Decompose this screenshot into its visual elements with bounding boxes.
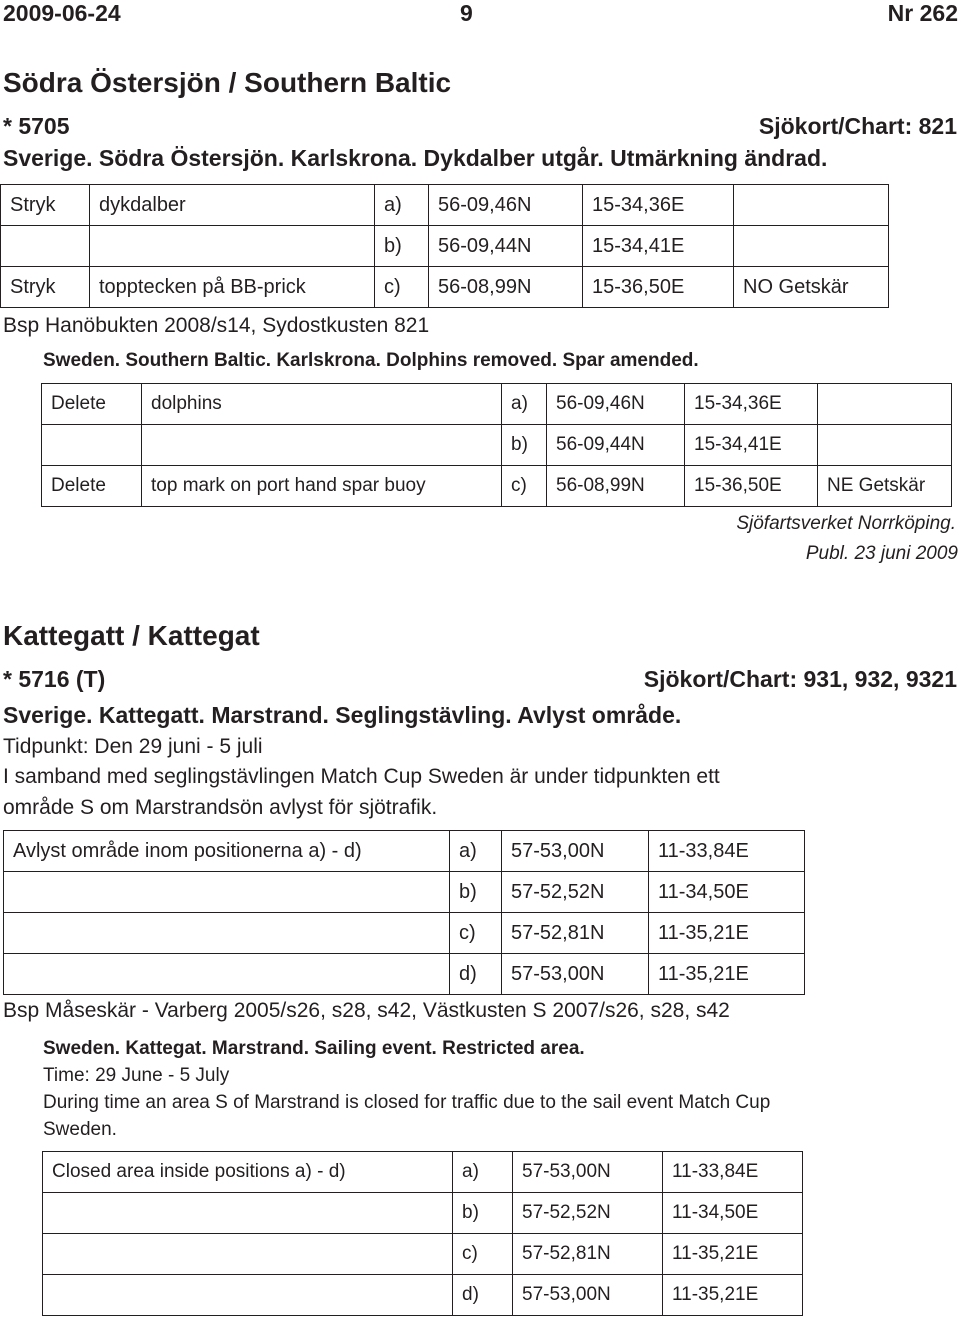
table-cell: dolphins [142, 384, 502, 425]
table-cell: c) [502, 466, 547, 507]
table-cell: 57-53,00N [502, 954, 649, 995]
table-cell: Closed area inside positions a) - d) [43, 1152, 453, 1193]
table-cell [42, 425, 142, 466]
table-cell: d) [453, 1275, 513, 1316]
section-title: Kattegatt / Kattegat [3, 620, 260, 651]
chart-bsp-reference: Bsp Hanöbukten 2008/s14, Sydostkusten 821 [3, 314, 430, 337]
notice-table-sv [0, 184, 889, 308]
description-sv-line: I samband med seglingstävlingen Match Cup Sweden är under tidpunkten ett [3, 765, 720, 788]
table-cell: Stryk [1, 267, 90, 308]
table-row [4, 831, 805, 872]
table-cell: 57-53,00N [502, 831, 649, 872]
table-cell: Delete [42, 384, 142, 425]
table-cell: 56-08,99N [547, 466, 685, 507]
table-cell: a) [502, 384, 547, 425]
table-cell: 15-34,41E [583, 226, 734, 267]
chart-reference: Sjökort/Chart: 931, 932, 9321 [643, 666, 957, 692]
table-row [1, 185, 889, 226]
table-cell: 56-09,44N [547, 425, 685, 466]
table-cell: b) [502, 425, 547, 466]
table-cell: 56-09,44N [429, 226, 583, 267]
chart-reference: Sjökort/Chart: 821 [758, 113, 957, 139]
table-cell: 15-34,36E [583, 185, 734, 226]
table-cell: Delete [42, 466, 142, 507]
area-table-en [42, 1151, 803, 1316]
table-cell [142, 425, 502, 466]
table-cell: a) [453, 1152, 513, 1193]
table-cell [818, 425, 952, 466]
table-cell [734, 226, 889, 267]
table-row [42, 425, 952, 466]
table-cell: 15-36,50E [685, 466, 818, 507]
table-cell: 57-52,81N [513, 1234, 663, 1275]
table-cell [734, 185, 889, 226]
table-cell: 56-08,99N [429, 267, 583, 308]
description-sv-line: område S om Marstrandsön avlyst för sjötrafik. [3, 796, 438, 819]
table-row [43, 1234, 803, 1275]
table-cell [4, 872, 450, 913]
table-cell: c) [453, 1234, 513, 1275]
table-cell: 11-33,84E [649, 831, 805, 872]
table-cell: NO Getskär [734, 267, 889, 308]
table-cell: 11-35,21E [649, 913, 805, 954]
table-cell: Stryk [1, 185, 90, 226]
table-cell [4, 954, 450, 995]
table-row [43, 1193, 803, 1234]
notice-heading-sv: Sverige. Kattegatt. Marstrand. Seglingstävling. Avlyst område. [3, 702, 682, 728]
area-table-sv [3, 830, 805, 995]
table-cell: 56-09,46N [429, 185, 583, 226]
table-row [4, 913, 805, 954]
table-cell: 57-53,00N [513, 1275, 663, 1316]
table-cell: 15-34,41E [685, 425, 818, 466]
table-cell: a) [450, 831, 502, 872]
table-cell: 57-53,00N [513, 1152, 663, 1193]
table-row [4, 954, 805, 995]
table-cell: 57-52,52N [502, 872, 649, 913]
table-row [1, 226, 889, 267]
description-en-line: Sweden. [43, 1119, 117, 1140]
table-cell: 11-35,21E [649, 954, 805, 995]
notice-heading-en: Sweden. Kattegat. Marstrand. Sailing event. Restricted area. [43, 1038, 585, 1059]
table-cell [1, 226, 90, 267]
table-cell: 57-52,81N [502, 913, 649, 954]
page-date: 2009-06-24 [3, 0, 121, 26]
issue-number: Nr 262 [887, 0, 958, 26]
table-row [4, 872, 805, 913]
table-cell [818, 384, 952, 425]
time-period-en: Time: 29 June - 5 July [43, 1065, 230, 1086]
page-number: 9 [460, 0, 473, 26]
source-credit: Sjöfartsverket Norrköping. [736, 513, 956, 534]
publication-date: Publ. 23 juni 2009 [805, 543, 958, 564]
table-cell: 11-35,21E [663, 1275, 803, 1316]
table-row [42, 384, 952, 425]
table-row [43, 1152, 803, 1193]
table-cell: 11-34,50E [663, 1193, 803, 1234]
table-cell: 11-35,21E [663, 1234, 803, 1275]
table-cell: top mark on port hand spar buoy [142, 466, 502, 507]
table-row [43, 1275, 803, 1316]
table-row [42, 466, 952, 507]
notice-heading-en: Sweden. Southern Baltic. Karlskrona. Dolphins removed. Spar amended. [43, 350, 699, 371]
table-cell [43, 1234, 453, 1275]
table-cell: 11-34,50E [649, 872, 805, 913]
table-cell: b) [450, 872, 502, 913]
notice-table-en [41, 383, 952, 507]
chart-bsp-reference: Bsp Måseskär - Varberg 2005/s26, s28, s42, Västkusten S 2007/s26, s28, s42 [3, 999, 730, 1022]
notice-heading-sv: Sverige. Södra Östersjön. Karlskrona. Dykdalber utgår. Utmärkning ändrad. [3, 145, 828, 171]
table-row [1, 267, 889, 308]
table-cell: b) [375, 226, 429, 267]
table-cell: 56-09,46N [547, 384, 685, 425]
table-cell: a) [375, 185, 429, 226]
table-cell [43, 1193, 453, 1234]
section-title: Södra Östersjön / Southern Baltic [3, 67, 452, 98]
table-cell: 15-34,36E [685, 384, 818, 425]
table-cell: b) [453, 1193, 513, 1234]
table-cell: 11-33,84E [663, 1152, 803, 1193]
description-en-line: During time an area S of Marstrand is closed for traffic due to the sail event Match Cup [43, 1092, 771, 1113]
notice-number: * 5705 [3, 113, 70, 139]
table-cell: d) [450, 954, 502, 995]
table-cell [4, 913, 450, 954]
table-cell [90, 226, 375, 267]
table-cell: dykdalber [90, 185, 375, 226]
table-cell: topptecken på BB-prick [90, 267, 375, 308]
notice-number: * 5716 (T) [3, 666, 106, 692]
table-cell: Avlyst område inom positionerna a) - d) [4, 831, 450, 872]
time-period-sv: Tidpunkt: Den 29 juni - 5 juli [3, 735, 263, 758]
table-cell: 15-36,50E [583, 267, 734, 308]
table-cell [43, 1275, 453, 1316]
table-cell: c) [375, 267, 429, 308]
table-cell: c) [450, 913, 502, 954]
table-cell: 57-52,52N [513, 1193, 663, 1234]
table-cell: NE Getskär [818, 466, 952, 507]
